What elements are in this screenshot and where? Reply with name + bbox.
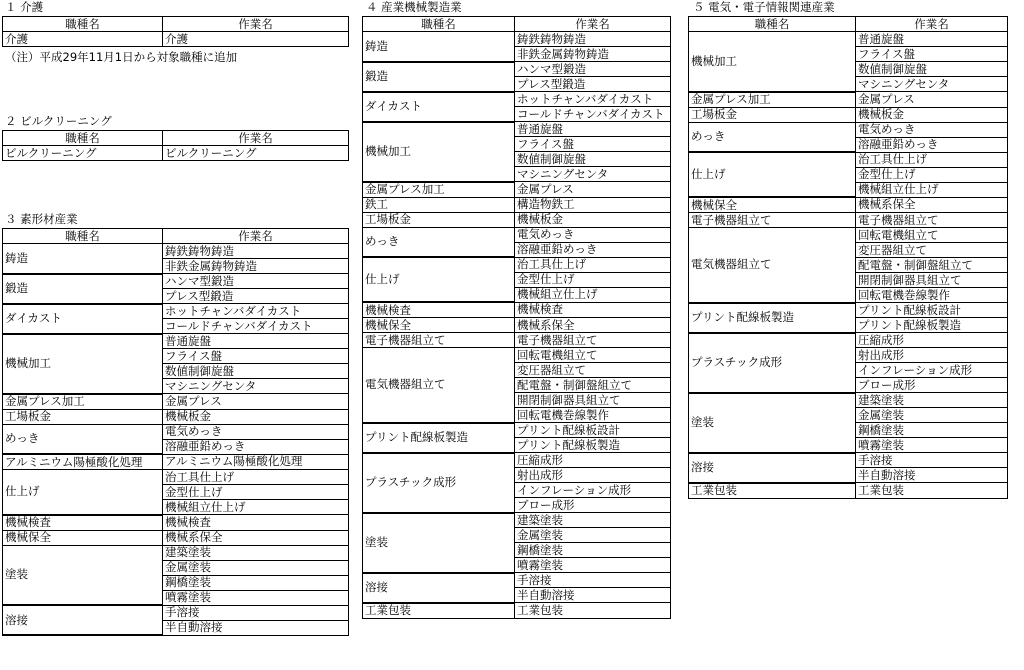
job-name-cell: 仕上げ	[689, 152, 856, 197]
task-name-cell: 噴霧塗装	[515, 558, 671, 573]
section-1-note: （注）平成29年11月1日から対象職種に追加	[5, 50, 238, 64]
task-name-cell: ハンマ型鍛造	[515, 62, 671, 77]
task-name-cell: 金属塗装	[856, 408, 1008, 423]
table-row	[3, 274, 349, 289]
table-row	[363, 257, 671, 272]
section-2-caption: ２ ビルクリーニング	[5, 114, 112, 128]
section-5-table	[688, 16, 1008, 499]
task-name-cell: 回転電機組立て	[856, 228, 1008, 243]
job-name-cell: 工場板金	[363, 212, 515, 227]
task-name-cell: 電気めっき	[856, 122, 1008, 137]
job-name-cell: 機械保全	[3, 530, 163, 545]
task-name-cell: 鋼橋塗装	[515, 543, 671, 558]
job-name-cell: 溶接	[363, 573, 515, 603]
task-name-cell: プレス型鍛造	[163, 289, 349, 304]
section-1-caption: １ 介護	[5, 0, 44, 14]
task-name-cell: プリント配線板設計	[515, 423, 671, 438]
task-name-cell: 回転電機巻線製作	[515, 408, 671, 423]
task-name-cell: 電子機器組立て	[856, 213, 1008, 228]
table-row	[689, 333, 1008, 348]
task-name-cell: 非鉄金属鋳物鋳造	[515, 47, 671, 62]
task-name-cell: 機械系保全	[163, 530, 349, 545]
section-4-caption: ４ 産業機械製造業	[366, 0, 462, 14]
job-header: 職種名	[3, 131, 163, 146]
table-row	[3, 454, 349, 470]
table-row	[3, 530, 349, 545]
task-name-cell: 機械組立仕上げ	[163, 500, 349, 515]
task-name-cell: ホットチャンバダイカスト	[515, 92, 671, 107]
task-name-cell: 変圧器組立て	[515, 363, 671, 378]
job-name-cell: 電気機器組立て	[689, 228, 856, 303]
task-name-cell: 電子機器組立て	[515, 333, 671, 348]
job-name-cell: 工場板金	[689, 107, 856, 122]
table-row	[3, 424, 349, 439]
job-name-cell: 金属プレス加工	[689, 92, 856, 108]
job-name-cell: 機械加工	[689, 32, 856, 92]
job-name-cell: 工業包装	[689, 483, 856, 499]
task-name-cell: プリント配線板製造	[515, 438, 671, 453]
task-name-cell: ビルクリーニング	[163, 146, 349, 161]
task-name-cell: 金型仕上げ	[856, 167, 1008, 182]
task-name-cell: 機械系保全	[515, 318, 671, 333]
task-name-cell: 金属プレス	[163, 394, 349, 410]
job-name-cell: 鉄工	[363, 197, 515, 212]
task-name-cell: 機械系保全	[856, 197, 1008, 213]
task-name-cell: 金属塗装	[515, 528, 671, 543]
job-header: 職種名	[363, 17, 515, 32]
table-row	[3, 334, 349, 349]
task-name-cell: ハンマ型鍛造	[163, 274, 349, 289]
table-row	[363, 603, 671, 619]
job-name-cell: 鋳造	[3, 244, 163, 274]
task-name-cell: 鋳鉄鋳物鋳造	[163, 244, 349, 259]
table-row	[363, 318, 671, 333]
task-name-cell: 治工具仕上げ	[163, 470, 349, 485]
job-name-cell: ダイカスト	[3, 304, 163, 334]
task-name-cell: 金型仕上げ	[163, 485, 349, 500]
task-name-cell: 機械検査	[515, 302, 671, 318]
table-row	[689, 152, 1008, 167]
job-name-cell: 機械保全	[363, 318, 515, 333]
job-name-cell: めっき	[363, 227, 515, 257]
table-header-row	[689, 17, 1008, 32]
task-name-cell: 噴霧塗装	[163, 590, 349, 605]
task-name-cell: 回転電機組立て	[515, 348, 671, 363]
task-name-cell: マシニングセンタ	[515, 167, 671, 182]
table-row	[689, 393, 1008, 408]
job-name-cell: めっき	[3, 424, 163, 454]
section-4-table	[362, 16, 671, 619]
job-name-cell: 工場板金	[3, 409, 163, 424]
table-row	[363, 227, 671, 242]
task-name-cell: 金属プレス	[515, 182, 671, 198]
job-header: 職種名	[3, 229, 163, 244]
table-row	[3, 32, 349, 47]
task-name-cell: フライス盤	[515, 137, 671, 152]
task-name-cell: フライス盤	[856, 47, 1008, 62]
job-header: 職種名	[3, 17, 163, 32]
table-row	[3, 244, 349, 259]
job-name-cell: 仕上げ	[363, 257, 515, 302]
task-name-cell: 工業包装	[515, 603, 671, 619]
table-row	[363, 32, 671, 47]
table-row	[689, 122, 1008, 137]
task-name-cell: 金属塗装	[163, 560, 349, 575]
job-name-cell: 機械加工	[3, 334, 163, 394]
job-name-cell: 塗装	[689, 393, 856, 453]
job-name-cell: めっき	[689, 122, 856, 152]
table-row	[3, 605, 349, 620]
job-name-cell: プリント配線板製造	[689, 303, 856, 333]
task-name-cell: 手溶接	[856, 453, 1008, 468]
task-name-cell: プリント配線板設計	[856, 303, 1008, 318]
job-name-cell: プラスチック成形	[363, 453, 515, 513]
job-name-cell: 機械保全	[689, 197, 856, 213]
task-name-cell: 開閉制御器具組立て	[856, 273, 1008, 288]
section-2-table	[2, 130, 349, 161]
job-name-cell: 工業包装	[363, 603, 515, 619]
task-name-cell: 金型仕上げ	[515, 272, 671, 287]
task-name-cell: 普通旋盤	[515, 122, 671, 137]
table-row	[363, 212, 671, 227]
task-name-cell: 金属プレス	[856, 92, 1008, 108]
task-name-cell: インフレーション成形	[515, 483, 671, 498]
job-name-cell: 介護	[3, 32, 163, 47]
task-name-cell: 射出成形	[856, 348, 1008, 363]
job-name-cell: ビルクリーニング	[3, 146, 163, 161]
task-name-cell: 回転電機巻線製作	[856, 288, 1008, 303]
job-name-cell: 電子機器組立て	[689, 213, 856, 228]
task-name-cell: ホットチャンバダイカスト	[163, 304, 349, 319]
task-name-cell: 配電盤・制御盤組立て	[515, 378, 671, 393]
task-name-cell: 半自動溶接	[856, 468, 1008, 483]
task-name-cell: 数値制御旋盤	[163, 364, 349, 379]
task-name-cell: 工業包装	[856, 483, 1008, 499]
table-row	[363, 182, 671, 198]
table-row	[689, 92, 1008, 108]
table-row	[689, 213, 1008, 228]
task-name-cell: 数値制御旋盤	[515, 152, 671, 167]
job-name-cell: 溶接	[3, 605, 163, 635]
task-header: 作業名	[856, 17, 1008, 32]
task-name-cell: 建築塗装	[515, 513, 671, 528]
task-name-cell: フライス盤	[163, 349, 349, 364]
section-3-caption: ３ 素形材産業	[5, 212, 78, 226]
job-header: 職種名	[689, 17, 856, 32]
table-row	[3, 394, 349, 410]
table-row	[363, 573, 671, 588]
task-name-cell: 機械板金	[856, 107, 1008, 122]
task-name-cell: 建築塗装	[163, 545, 349, 560]
table-row	[3, 515, 349, 531]
table-header-row	[3, 229, 349, 244]
task-name-cell: プリント配線板製造	[856, 318, 1008, 333]
task-name-cell: 非鉄金属鋳物鋳造	[163, 259, 349, 274]
task-name-cell: 普通旋盤	[163, 334, 349, 349]
job-name-cell: 鍛造	[363, 62, 515, 92]
job-name-cell: 電子機器組立て	[363, 333, 515, 348]
job-name-cell: 仕上げ	[3, 470, 163, 515]
table-row	[363, 122, 671, 137]
task-header: 作業名	[163, 229, 349, 244]
task-name-cell: 構造物鉄工	[515, 197, 671, 212]
table-header-row	[3, 131, 349, 146]
job-name-cell: 鍛造	[3, 274, 163, 304]
table-row	[689, 228, 1008, 243]
task-name-cell: 溶融亜鉛めっき	[856, 137, 1008, 152]
job-name-cell: プラスチック成形	[689, 333, 856, 393]
task-name-cell: マシニングセンタ	[856, 77, 1008, 92]
task-name-cell: 介護	[163, 32, 349, 47]
table-header-row	[3, 17, 349, 32]
task-name-cell: 射出成形	[515, 468, 671, 483]
task-name-cell: インフレーション成形	[856, 363, 1008, 378]
table-row	[363, 453, 671, 468]
task-name-cell: ブロー成形	[515, 498, 671, 513]
job-name-cell: 溶接	[689, 453, 856, 483]
task-name-cell: 噴霧塗装	[856, 438, 1008, 453]
job-name-cell: 機械検査	[363, 302, 515, 318]
job-name-cell: 機械検査	[3, 515, 163, 531]
task-name-cell: ブロー成形	[856, 378, 1008, 393]
task-name-cell: アルミニウム陽極酸化処理	[163, 454, 349, 470]
task-header: 作業名	[515, 17, 671, 32]
job-name-cell: プリント配線板製造	[363, 423, 515, 453]
job-name-cell: 塗装	[363, 513, 515, 573]
table-row	[689, 107, 1008, 122]
task-name-cell: 機械板金	[515, 212, 671, 227]
task-name-cell: 半自動溶接	[163, 620, 349, 635]
table-row	[689, 197, 1008, 213]
task-name-cell: 鋼橋塗装	[856, 423, 1008, 438]
table-row	[3, 545, 349, 560]
job-name-cell: 金属プレス加工	[363, 182, 515, 198]
task-name-cell: 溶融亜鉛めっき	[515, 242, 671, 257]
task-name-cell: 手溶接	[515, 573, 671, 588]
table-header-row	[363, 17, 671, 32]
task-header: 作業名	[163, 17, 349, 32]
job-name-cell: 金属プレス加工	[3, 394, 163, 410]
table-row	[363, 423, 671, 438]
task-name-cell: 半自動溶接	[515, 588, 671, 603]
task-name-cell: 普通旋盤	[856, 32, 1008, 47]
table-row	[3, 304, 349, 319]
task-name-cell: 治工具仕上げ	[856, 152, 1008, 167]
task-name-cell: マシニングセンタ	[163, 379, 349, 394]
task-name-cell: 機械組立仕上げ	[856, 182, 1008, 197]
task-name-cell: 機械板金	[163, 409, 349, 424]
table-row	[363, 302, 671, 318]
job-name-cell: 機械加工	[363, 122, 515, 182]
table-row	[363, 348, 671, 363]
job-name-cell: 電気機器組立て	[363, 348, 515, 423]
table-row	[3, 146, 349, 161]
job-name-cell: 塗装	[3, 545, 163, 605]
task-name-cell: コールドチャンバダイカスト	[515, 107, 671, 122]
table-row	[3, 409, 349, 424]
job-name-cell: 鋳造	[363, 32, 515, 62]
task-name-cell: 機械検査	[163, 515, 349, 531]
table-row	[689, 303, 1008, 318]
section-3-table	[2, 228, 349, 636]
task-name-cell: 溶融亜鉛めっき	[163, 439, 349, 454]
section-1-table	[2, 16, 349, 47]
task-header: 作業名	[163, 131, 349, 146]
task-name-cell: プレス型鍛造	[515, 77, 671, 92]
task-name-cell: 電気めっき	[515, 227, 671, 242]
task-name-cell: 手溶接	[163, 605, 349, 620]
task-name-cell: 開閉制御器具組立て	[515, 393, 671, 408]
table-row	[363, 62, 671, 77]
table-row	[363, 333, 671, 348]
task-name-cell: 治工具仕上げ	[515, 257, 671, 272]
task-name-cell: 変圧器組立て	[856, 243, 1008, 258]
task-name-cell: 機械組立仕上げ	[515, 287, 671, 302]
table-row	[363, 197, 671, 212]
table-row	[363, 92, 671, 107]
job-name-cell: アルミニウム陽極酸化処理	[3, 454, 163, 470]
task-name-cell: コールドチャンバダイカスト	[163, 319, 349, 334]
task-name-cell: 圧縮成形	[515, 453, 671, 468]
job-name-cell: ダイカスト	[363, 92, 515, 122]
table-row	[3, 470, 349, 485]
task-name-cell: 建築塗装	[856, 393, 1008, 408]
section-5-caption: ５ 電気・電子情報関連産業	[693, 0, 835, 14]
table-row	[689, 32, 1008, 47]
task-name-cell: 鋳鉄鋳物鋳造	[515, 32, 671, 47]
table-row	[689, 483, 1008, 499]
task-name-cell: 鋼橋塗装	[163, 575, 349, 590]
table-row	[363, 513, 671, 528]
table-row	[689, 453, 1008, 468]
task-name-cell: 電気めっき	[163, 424, 349, 439]
task-name-cell: 数値制御旋盤	[856, 62, 1008, 77]
task-name-cell: 圧縮成形	[856, 333, 1008, 348]
task-name-cell: 配電盤・制御盤組立て	[856, 258, 1008, 273]
